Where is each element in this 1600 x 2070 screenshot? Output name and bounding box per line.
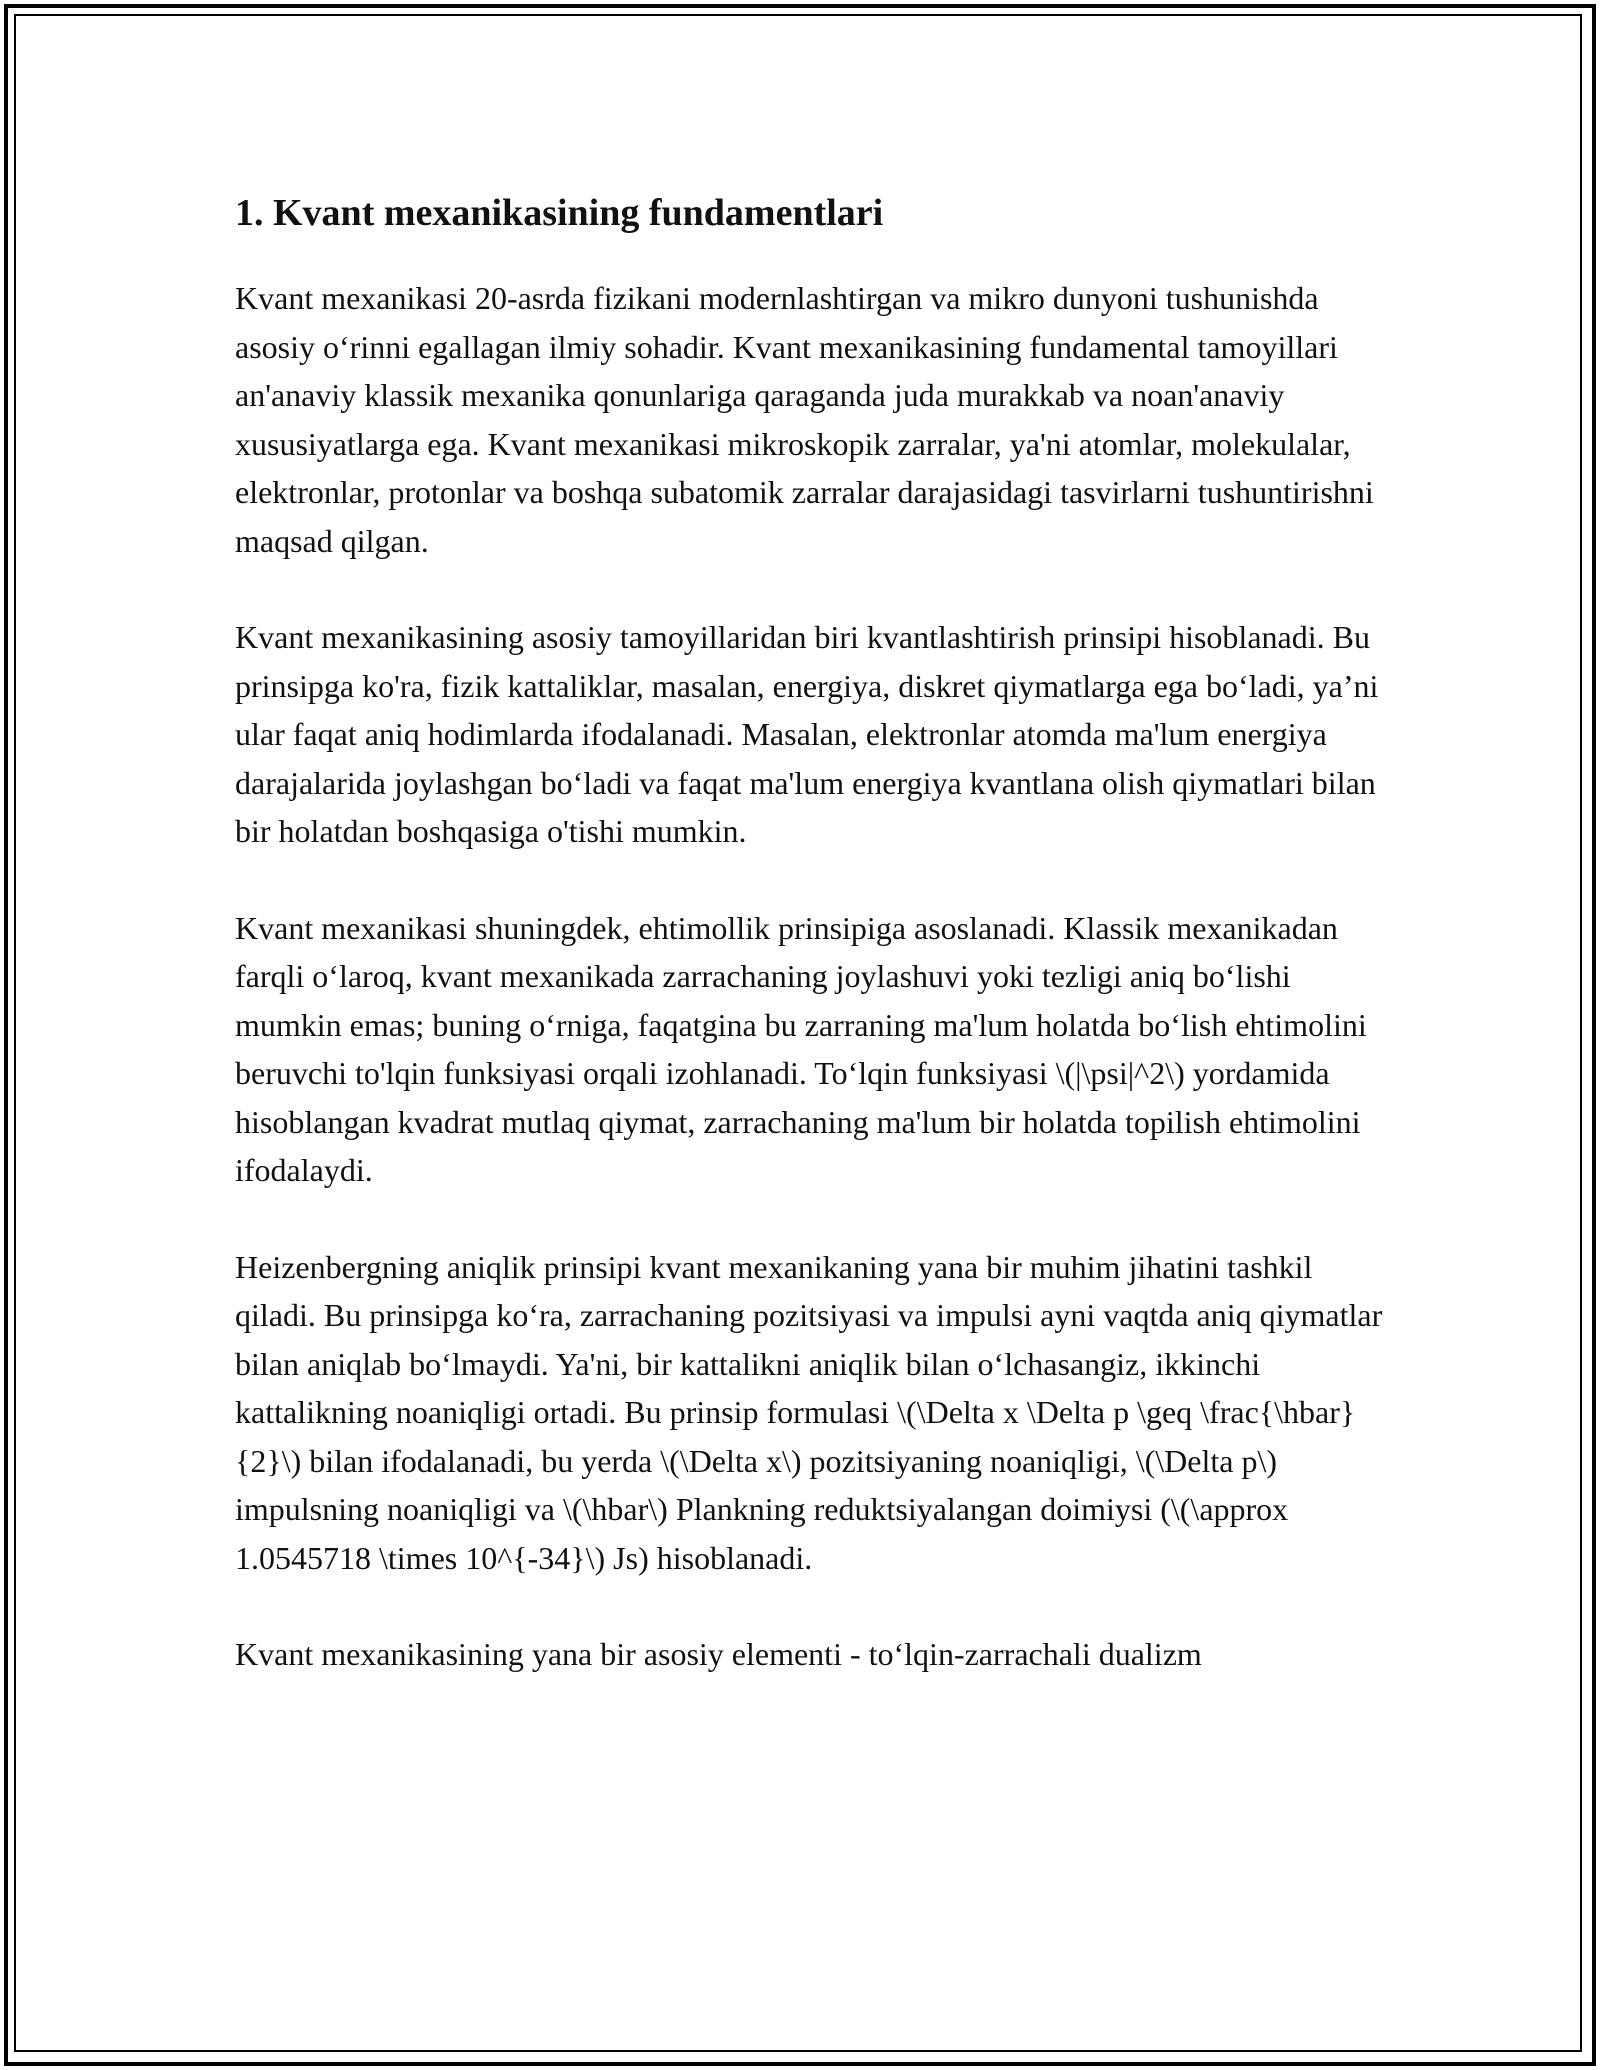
paragraph-quantization: Kvant mexanikasining asosiy tamoyillaridan biri kvantlashtirish prinsipi hisoblanadi. Bu prinsipga ko'ra, fizik kattaliklar, masalan, energiya, diskret qiymatlarga ega bo‘ladi, ya’ni ular faqat aniq hodimlarda ifodalanadi. Masalan, elektronlar atomda ma'lum energiya darajalarida joylashgan bo‘ladi va faqat ma'lum energiya kvantlana olish qiymatlari bilan bir holatdan boshqasiga o'tishi mumkin. bbox=[235, 619, 1379, 849]
document-body bbox=[235, 188, 1385, 1727]
section-heading: 1. Kvant mexanikasining fundamentlari bbox=[235, 192, 884, 234]
paragraph-uncertainty: Heizenbergning aniqlik prinsipi kvant mexanikaning yana bir muhim jihatini tashkil qiladi. Bu prinsipga ko‘ra, zarrachaning pozitsiyasi va impulsi ayni vaqtda aniq qiymatlar bilan aniqlab bo‘lmaydi. Ya'ni, bir kattalikni aniqlik bilan o‘lchasangiz, ikkinchi kattalikning noaniqligi ortadi. Bu prinsip formulasi \(\Delta x \Delta p \geq \frac{\hbar}{2}\) bilan ifodalanadi, bu yerda \(\Delta x\) pozitsiyaning noaniqligi, \(\Delta p\) impulsning noaniqligi va \(\hbar\) Plankning reduktsiyalangan doimiysi (\(\approx 1.0545718 \times 10^{-34}\) Js) hisoblanadi. bbox=[235, 1248, 1383, 1576]
paragraph-probability: Kvant mexanikasi shuningdek, ehtimollik prinsipiga asoslanadi. Klassik mexanikadan farqli o‘laroq, kvant mexanikada zarrachaning joylashuvi yoki tezligi aniq bo‘lishi mumkin emas; buning o‘rniga, faqatgina bu zarraning ma'lum holatda bo‘lish ehtimolini beruvchi to'lqin funksiyasi orqali izohlanadi. To‘lqin funksiyasi \(|\psi|^2\) yordamida hisoblangan kvadrat mutlaq qiymat, zarrachaning ma'lum bir holatda topilish ehtimolini ifodalaydi. bbox=[235, 909, 1367, 1188]
paragraph-duality: Kvant mexanikasining yana bir asosiy elementi - to‘lqin-zarrachali dualizm bbox=[235, 1636, 1202, 1672]
paragraph-introduction: Kvant mexanikasi 20-asrda fizikani modernlashtirgan va mikro dunyoni tushunishda asosiy o‘rinni egallagan ilmiy sohadir. Kvant mexanikasining fundamental tamoyillari an'anaviy klassik mexanika qonunlariga qaraganda juda murakkab va noan'anaviy xususiyatlarga ega. Kvant mexanikasi mikroskopik zarralar, ya'ni atomlar, molekulalar, elektronlar, protonlar va boshqa subatomik zarralar darajasidagi tasvirlarni tushuntirishni maqsad qilgan. bbox=[235, 280, 1374, 559]
